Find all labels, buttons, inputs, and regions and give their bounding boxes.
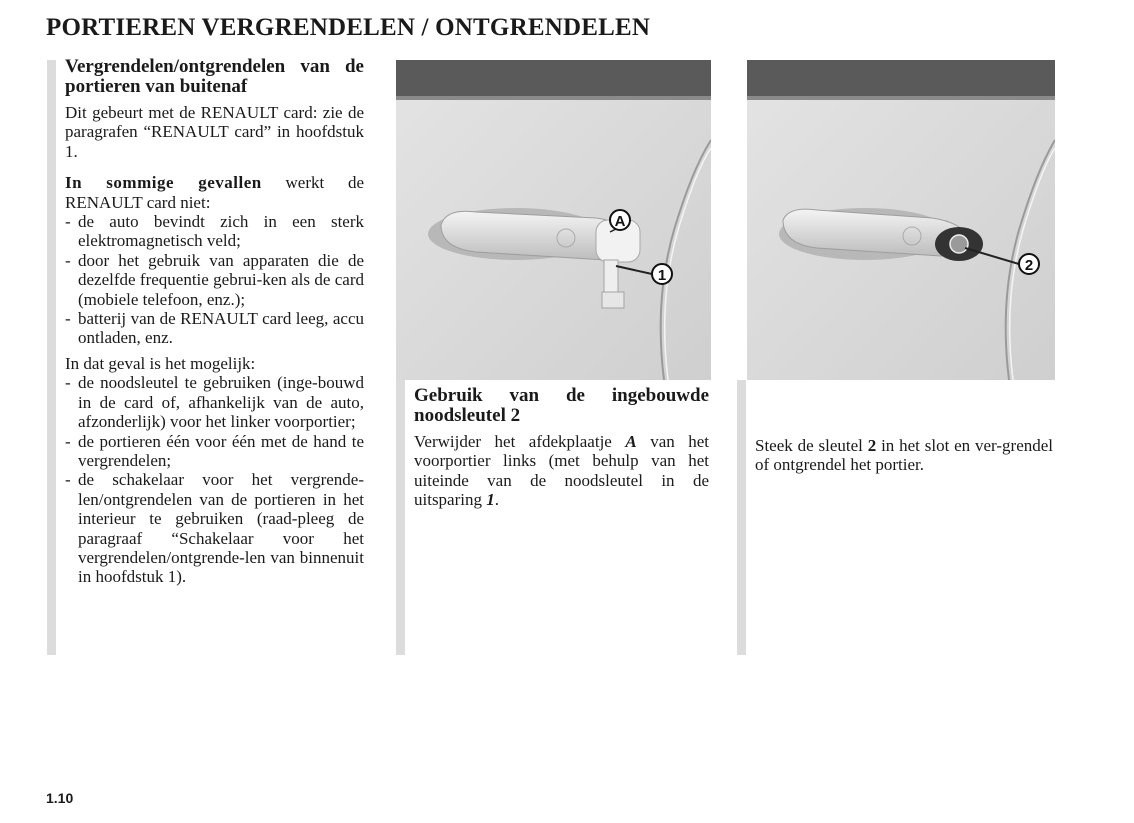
door-handle-photo-key xyxy=(747,60,1055,380)
possible-list xyxy=(65,373,364,586)
column-2-margin-bar xyxy=(396,380,405,655)
column-1 xyxy=(65,57,364,587)
list-item: - batterij van de RENAULT card leeg, accu ontladen, enz. xyxy=(65,309,364,348)
callout-1-label: 1 xyxy=(657,267,667,284)
column-3-margin-bar xyxy=(737,380,746,655)
door-handle-photo-cover xyxy=(396,60,711,380)
cases-paragraph xyxy=(65,173,364,212)
possible-intro: In dat geval is het mogelijk: xyxy=(65,353,256,373)
page-title: PORTIEREN VERGRENDELEN / ONTGRENDELEN xyxy=(46,14,651,41)
cases-lead: In sommige gevallen xyxy=(65,173,262,193)
ref-a: A xyxy=(625,432,637,451)
list-item: - de auto bevindt zich in een sterk elektromagnetisch veld; xyxy=(65,212,364,251)
page-number: 1.10 xyxy=(46,790,74,806)
section-heading-emergency-key: Gebruik van de ingebouwde noodsleutel 2 xyxy=(414,385,709,426)
instruction-remove-cover: Verwijder het afdekplaatje A van het voorportier links (met behulp van het uiteinde van de noodsleutel in de uitsparing 1. xyxy=(414,432,709,510)
column-3 xyxy=(755,436,1053,475)
list-item: - door het gebruik van apparaten die de dezelfde frequentie gebrui-ken als de card (mobiele telefoon, enz.); xyxy=(65,251,364,309)
list-item: - de portieren één voor één met de hand te vergrendelen; xyxy=(65,432,364,471)
ref-1: 1 xyxy=(486,490,495,510)
instruction-insert-key: Steek de sleutel 2 in het slot en ver-grendel of ontgrendel het portier. xyxy=(755,436,1054,475)
callout-2-label: 2 xyxy=(1024,257,1034,274)
column-1-margin-bar xyxy=(47,60,56,655)
column-2 xyxy=(414,386,709,510)
list-item: - de schakelaar voor het vergrende-len/ontgrendelen van de portieren in het interieur te gebruiken (raad-pleeg de paragraaf “Schakelaar voor het vergrendelen/ontgrende-len van binnenuit in hoofdstuk 1). xyxy=(65,470,364,586)
list-item: - de noodsleutel te gebruiken (inge-bouwd in de card of, afhankelijk van de auto, afzonderlijk) voor het linker voorportier; xyxy=(65,373,364,431)
callout-a-label: A xyxy=(614,213,626,230)
ref-2: 2 xyxy=(867,436,877,455)
cases-list xyxy=(65,212,364,348)
intro-paragraph: Dit gebeurt met de RENAULT card: zie de paragrafen “RENAULT card” in hoofdstuk 1. xyxy=(65,103,364,161)
cases-rest: werkt de RENAULT card niet: xyxy=(65,173,364,212)
section-heading-outside: Vergrendelen/ontgrendelen van de portieren van buitenaf xyxy=(65,56,364,97)
